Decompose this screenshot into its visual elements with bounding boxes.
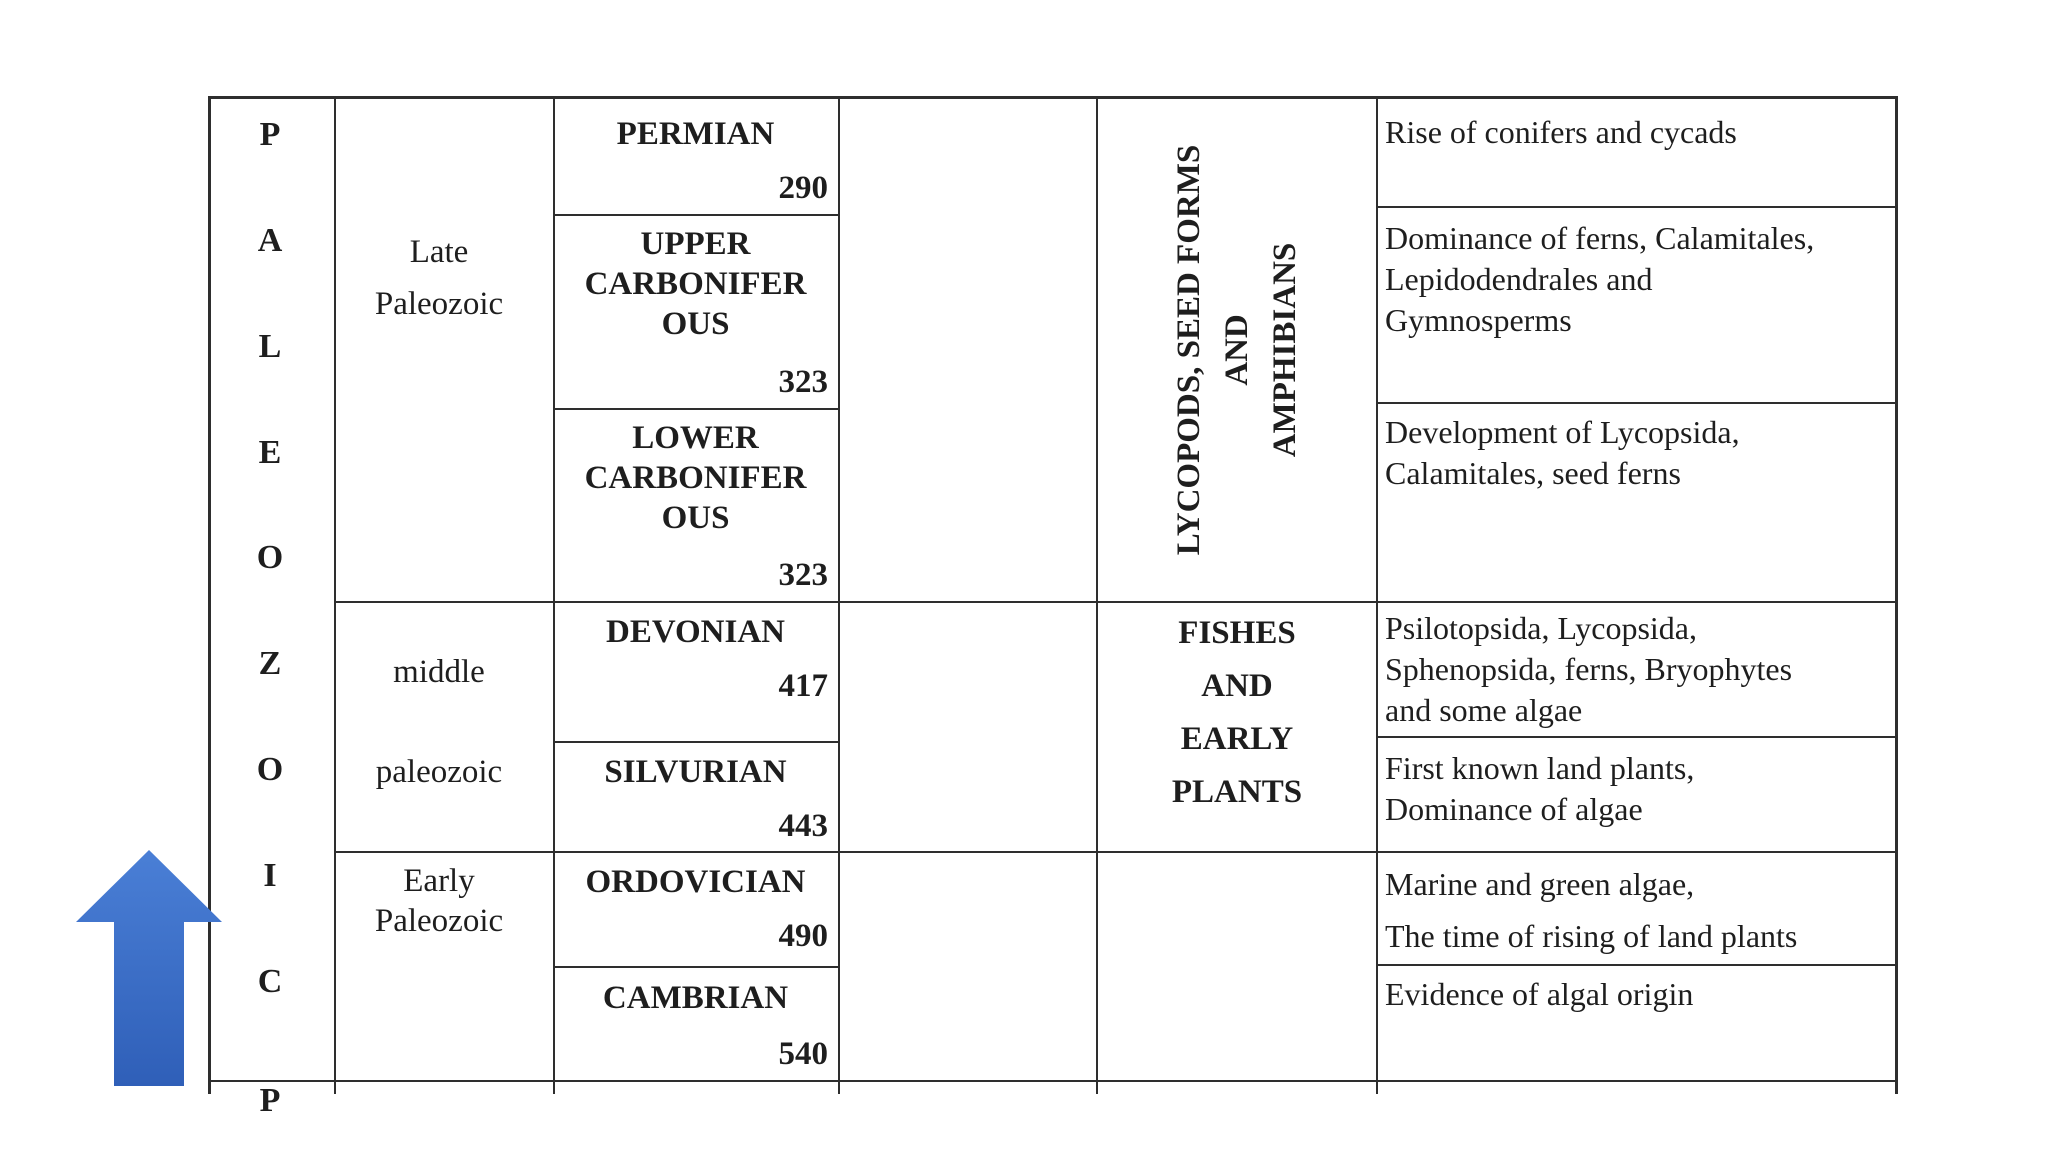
era-letter-next: P [259,1082,281,1119]
era-letter: P [259,116,281,153]
period-age: 290 [778,170,828,206]
period-age: 490 [778,918,828,954]
life-forms-upper: LYCOPODS, SEED FORMS AND AMPHIBIANS [1171,144,1303,556]
subdivision-early: Early Paleozoic [374,863,504,939]
era-letter: L [258,328,282,365]
era-letter: Z [258,645,282,682]
period-name: UPPER CARBONIFER OUS [584,226,807,342]
era-letter: A [257,222,283,259]
description-upper-carboniferous: Dominance of ferns, Calamitales, Lepidodendrales and Gymnosperms [1385,220,1815,338]
period-name: PERMIAN [616,116,775,152]
period-age: 323 [778,364,828,400]
period-age: 540 [778,1036,828,1072]
description-cambrian: Evidence of algal origin [1385,976,1694,1012]
era-letter: O [256,751,284,788]
subdivision-middle: middle [393,654,485,690]
period-name: ORDOVICIAN [585,864,806,900]
period-age: 417 [778,668,828,704]
period-age: 443 [778,808,828,844]
description-ordovician: Marine and green algae, The time of rising of land plants [1385,866,1798,954]
era-letter: C [257,963,283,1000]
description-lower-carboniferous: Development of Lycopsida, Calamitales, seed ferns [1385,414,1740,491]
life-forms-middle: FISHES AND EARLY PLANTS [1171,615,1303,810]
period-name: SILVURIAN [604,754,787,790]
period-name: DEVONIAN [605,614,786,650]
period-name: CAMBRIAN [602,980,789,1016]
description-silurian: First known land plants, Dominance of algae [1385,750,1695,827]
geologic-time-table [208,96,1898,1119]
era-letter: E [258,434,282,471]
description-devonian: Psilotopsida, Lycopsida, Sphenopsida, ferns, Bryophytes and some algae [1385,610,1793,728]
era-letter: O [256,539,284,576]
era-letter: I [263,857,277,894]
period-age: 323 [778,557,828,593]
arrow-up-icon [76,850,222,1086]
period-name: LOWER CARBONIFER OUS [584,420,807,536]
description-permian: Rise of conifers and cycads [1385,114,1737,150]
subdivision-middle-2: paleozoic [375,754,503,790]
subdivision-late: Late Paleozoic [374,234,504,322]
